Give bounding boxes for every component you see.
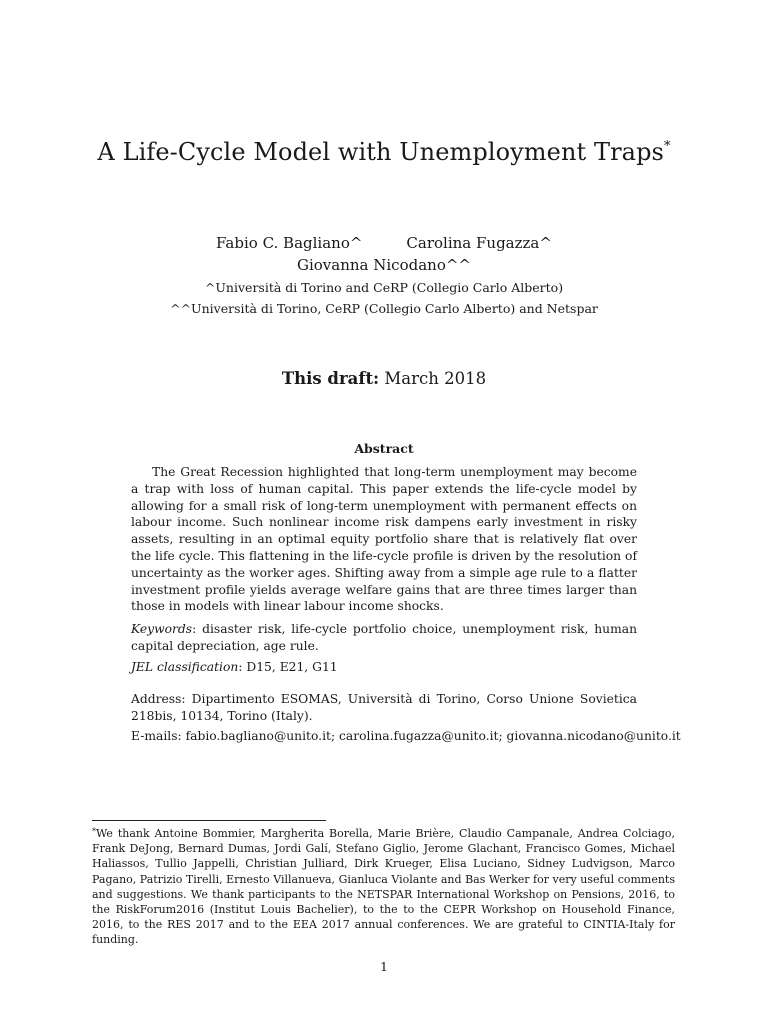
affiliation-2: ^^Università di Torino, CeRP (Collegio Carlo Alberto) and Netspar [170,301,598,316]
keywords-text: : disaster risk, life-cycle portfolio choice, unemployment risk, human capital depreciation, age rule. [131,622,637,653]
author-fugazza: Carolina Fugazza^ [406,234,552,252]
footnote-mark: * [92,827,96,836]
page-number: 1 [380,959,388,974]
affiliation-1: ^Università di Torino and CeRP (Collegio Carlo Alberto) [204,280,564,295]
draft-date-value: March 2018 [384,369,487,388]
keywords-label: Keywords [131,622,193,636]
footnote [92,824,675,948]
jel-label: JEL classification [131,660,239,674]
abstract-heading: Abstract [354,441,414,456]
authors-line-2 [0,256,768,274]
author-bagliano: Fabio C. Bagliano^ [216,234,363,252]
draft-label: This draft: [281,369,380,388]
footnote-text: We thank Antoine Bommier, Margherita Borella, Marie Brière, Claudio Campanale, Andrea Colciago, Frank DeJong, Bernard Dumas, Jordi Galí, Stefano Giglio, Jerome Glachant, Francisco Gomes, Michael Haliassos, Tullio Jappelli, Christian Julliard, Dirk Krueger, Elisa Luciano, Sidney Ludvigson, Marco Pagano, Patrizio Tirelli, Ernesto Villanueva, Gianluca Violante and Bas Werker for very useful comments and suggestions. We thank participants to the NETSPAR International Workshop on Pensions, 2016, to the RiskForum2016 (Institut Louis Bachelier), to the to the CEPR Workshop on Household Finance, 2016, to the RES 2017 and to the EEA 2017 annual conferences. We are grateful to CINTIA-Italy for funding. [92,827,675,947]
draft-date [0,369,768,388]
authors-line-1 [0,234,768,252]
title-text: A Life-Cycle Model with Unemployment Traps [97,138,664,166]
jel-text: : D15, E21, G11 [238,660,338,674]
author-nicodano: Giovanna Nicodano^^ [297,256,471,274]
emails: E-mails: fabio.bagliano@unito.it; carolina.fugazza@unito.it; giovanna.nicodano@unito.it [131,729,681,743]
title-footnote-mark: * [663,139,671,154]
address: Address: Dipartimento ESOMAS, Università di Torino, Corso Unione Sovietica 218bis, 10134, Torino (Italy). [131,692,637,723]
paper-title [0,138,768,166]
footnote-rule [92,820,326,821]
keywords [131,621,637,655]
jel-classification [131,659,637,676]
abstract-body: The Great Recession highlighted that long-term unemployment may become a trap with loss of human capital. This paper extends the life-cycle model by allowing for a small risk of long-term unemployment with permanent effects on labour income. Such nonlinear income risk dampens early investment in risky assets, resulting in an optimal equity portfolio share that is relatively flat over the life cycle. This flattening in the life-cycle profile is driven by the resolution of uncertainty as the worker ages. Shifting away from a simple age rule to a flatter investment profile yields average welfare gains that are three times larger than those in models with linear labour income shocks. [131,465,637,614]
